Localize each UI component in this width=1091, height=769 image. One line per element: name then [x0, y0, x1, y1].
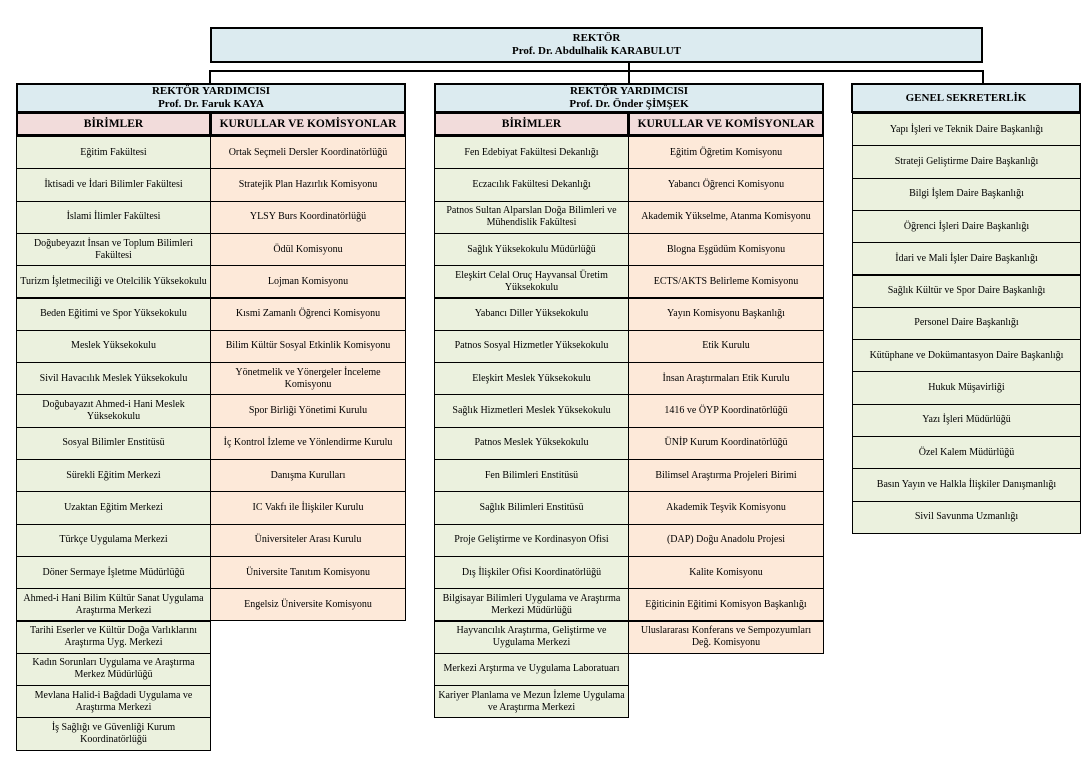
unit-item: Fen Edebiyat Fakültesi Dekanlığı — [434, 136, 629, 169]
board-item: 1416 ve ÖYP Koordinatörlüğü — [628, 394, 824, 427]
unit-item: Hayvancılık Araştırma, Geliştirme ve Uygulama Merkezi — [434, 621, 629, 654]
board-item: İnsan Araştırmaları Etik Kurulu — [628, 362, 824, 395]
connector-vr1 — [209, 70, 211, 84]
unit-item: Eleşkirt Meslek Yüksekokulu — [434, 362, 629, 395]
board-item: Spor Birliği Yönetimi Kurulu — [210, 394, 406, 427]
vr1-units-header: BİRİMLER — [16, 113, 211, 136]
unit-item: Sağlık Bilimleri Enstitüsü — [434, 491, 629, 524]
unit-item: İdari ve Mali İşler Daire Başkanlığı — [852, 242, 1081, 275]
unit-item: Doğubeyazıt İnsan ve Toplum Bilimleri Fakültesi — [16, 233, 211, 266]
vr1-name: Prof. Dr. Faruk KAYA — [158, 98, 264, 110]
vr1-boards-header: KURULLAR VE KOMİSYONLAR — [210, 113, 406, 136]
unit-item: Patnos Meslek Yüksekokulu — [434, 427, 629, 460]
unit-item: Uzaktan Eğitim Merkezi — [16, 491, 211, 524]
gs-title: GENEL SEKRETERLİK — [905, 91, 1027, 104]
unit-item: Kadın Sorunları Uygulama ve Araştırma Merkez Müdürlüğü — [16, 653, 211, 686]
board-item: Lojman Komisyonu — [210, 265, 406, 298]
unit-item: İş Sağlığı ve Güvenliği Kurum Koordinatörlüğü — [16, 717, 211, 750]
unit-item: Türkçe Uygulama Merkezi — [16, 524, 211, 557]
board-item: Yönetmelik ve Yönergeler İnceleme Komisyonu — [210, 362, 406, 395]
board-item: ECTS/AKTS Belirleme Komisyonu — [628, 265, 824, 298]
unit-item: Personel Daire Başkanlığı — [852, 307, 1081, 340]
unit-item: Bilgi İşlem Daire Başkanlığı — [852, 178, 1081, 211]
vr2-title: REKTÖR YARDIMCISI — [569, 85, 689, 97]
unit-item: Bilgisayar Bilimleri Uygulama ve Araştırma Merkezi Müdürlüğü — [434, 588, 629, 621]
unit-item: Sivil Savunma Uzmanlığı — [852, 501, 1081, 534]
board-item: IC Vakfı ile İlişkiler Kurulu — [210, 491, 406, 524]
unit-item: Döner Sermaye İşletme Müdürlüğü — [16, 556, 211, 589]
unit-item: Basın Yayın ve Halkla İlişkiler Danışmanlığı — [852, 468, 1081, 501]
gs-box — [851, 83, 1081, 113]
board-item: Akademik Yükselme, Atanma Komisyonu — [628, 201, 824, 234]
unit-item: Meslek Yüksekokulu — [16, 330, 211, 363]
board-item: Danışma Kurulları — [210, 459, 406, 492]
unit-item: Kütüphane ve Dokümantasyon Daire Başkanlığı — [852, 339, 1081, 372]
board-item: Uluslararası Konferans ve Sempozyumları Değ. Komisyonu — [628, 621, 824, 654]
unit-item: Eczacılık Fakültesi Dekanlığı — [434, 168, 629, 201]
unit-item: Ahmed-i Hani Bilim Kültür Sanat Uygulama Araştırma Merkezi — [16, 588, 211, 621]
unit-item: Sosyal Bilimler Enstitüsü — [16, 427, 211, 460]
connector-vr2 — [628, 70, 630, 84]
unit-item: Beden Eğitimi ve Spor Yüksekokulu — [16, 298, 211, 331]
unit-item: Proje Geliştirme ve Kordinasyon Ofisi — [434, 524, 629, 557]
vr2-box — [434, 83, 824, 113]
board-item: Üniversiteler Arası Kurulu — [210, 524, 406, 557]
unit-item: Strateji Geliştirme Daire Başkanlığı — [852, 145, 1081, 178]
unit-item: Doğubayazıt Ahmed-i Hani Meslek Yüksekokulu — [16, 394, 211, 427]
unit-item: Özel Kalem Müdürlüğü — [852, 436, 1081, 469]
board-item: Eğiticinin Eğitimi Komisyon Başkanlığı — [628, 588, 824, 621]
unit-item: Merkezi Arştırma ve Uygulama Laboratuarı — [434, 653, 629, 686]
board-item: Yayın Komisyonu Başkanlığı — [628, 298, 824, 331]
rector-box — [210, 27, 983, 63]
unit-item: Mevlana Halid-i Bağdadi Uygulama ve Araştırma Merkezi — [16, 685, 211, 718]
unit-item: Sağlık Hizmetleri Meslek Yüksekokulu — [434, 394, 629, 427]
board-item: Yabancı Öğrenci Komisyonu — [628, 168, 824, 201]
unit-item: Tarihi Eserler ve Kültür Doğa Varlıklarını Araştırma Uyg. Merkezi — [16, 621, 211, 654]
unit-item: Hukuk Müşavirliği — [852, 371, 1081, 404]
board-item: Ödül Komisyonu — [210, 233, 406, 266]
connector-gs — [982, 70, 984, 84]
board-item: Ortak Seçmeli Dersler Koordinatörlüğü — [210, 136, 406, 169]
board-item: Blogna Eşgüdüm Komisyonu — [628, 233, 824, 266]
board-item: Bilimsel Araştırma Projeleri Birimi — [628, 459, 824, 492]
board-item: Üniversite Tanıtım Komisyonu — [210, 556, 406, 589]
unit-item: Eleşkirt Celal Oruç Hayvansal Üretim Yüksekokulu — [434, 265, 629, 298]
vr1-box — [16, 83, 406, 113]
vr2-units-header: BİRİMLER — [434, 113, 629, 136]
unit-item: Turizm İşletmeciliği ve Otelcilik Yüksekokulu — [16, 265, 211, 298]
board-item: Bilim Kültür Sosyal Etkinlik Komisyonu — [210, 330, 406, 363]
unit-item: İslami İlimler Fakültesi — [16, 201, 211, 234]
unit-item: Sivil Havacılık Meslek Yüksekokulu — [16, 362, 211, 395]
unit-item: Patnos Sosyal Hizmetler Yüksekokulu — [434, 330, 629, 363]
board-item: Etik Kurulu — [628, 330, 824, 363]
unit-item: Eğitim Fakültesi — [16, 136, 211, 169]
board-item: Stratejik Plan Hazırlık Komisyonu — [210, 168, 406, 201]
unit-item: İktisadi ve İdari Bilimler Fakültesi — [16, 168, 211, 201]
board-item: Kısmi Zamanlı Öğrenci Komisyonu — [210, 298, 406, 331]
unit-item: Yapı İşleri ve Teknik Daire Başkanlığı — [852, 113, 1081, 146]
board-item: Eğitim Öğretim Komisyonu — [628, 136, 824, 169]
unit-item: Fen Bilimleri Enstitüsü — [434, 459, 629, 492]
vr2-name: Prof. Dr. Önder ŞİMŞEK — [569, 98, 689, 110]
board-item: İç Kontrol İzleme ve Yönlendirme Kurulu — [210, 427, 406, 460]
unit-item: Yazı İşleri Müdürlüğü — [852, 404, 1081, 437]
unit-item: Patnos Sultan Alparslan Doğa Bilimleri ve Mühendislik Fakültesi — [434, 201, 629, 234]
board-item: Akademik Teşvik Komisyonu — [628, 491, 824, 524]
rector-title: REKTÖR — [572, 32, 621, 44]
board-item: ÜNİP Kurum Koordinatörlüğü — [628, 427, 824, 460]
board-item: YLSY Burs Koordinatörlüğü — [210, 201, 406, 234]
connector-horizontal — [209, 70, 984, 72]
board-item: Engelsiz Üniversite Komisyonu — [210, 588, 406, 621]
unit-item: Sürekli Eğitim Merkezi — [16, 459, 211, 492]
vr1-title: REKTÖR YARDIMCISI — [151, 85, 271, 97]
rector-name: Prof. Dr. Abdulhalik KARABULUT — [511, 45, 681, 57]
board-item: Kalite Komisyonu — [628, 556, 824, 589]
unit-item: Dış İlişkiler Ofisi Koordinatörlüğü — [434, 556, 629, 589]
board-item: (DAP) Doğu Anadolu Projesi — [628, 524, 824, 557]
unit-item: Kariyer Planlama ve Mezun İzleme Uygulama ve Araştırma Merkezi — [434, 685, 629, 718]
unit-item: Sağlık Kültür ve Spor Daire Başkanlığı — [852, 275, 1081, 308]
vr2-boards-header: KURULLAR VE KOMİSYONLAR — [628, 113, 824, 136]
unit-item: Yabancı Diller Yüksekokulu — [434, 298, 629, 331]
unit-item: Öğrenci İşleri Daire Başkanlığı — [852, 210, 1081, 243]
unit-item: Sağlık Yüksekokulu Müdürlüğü — [434, 233, 629, 266]
